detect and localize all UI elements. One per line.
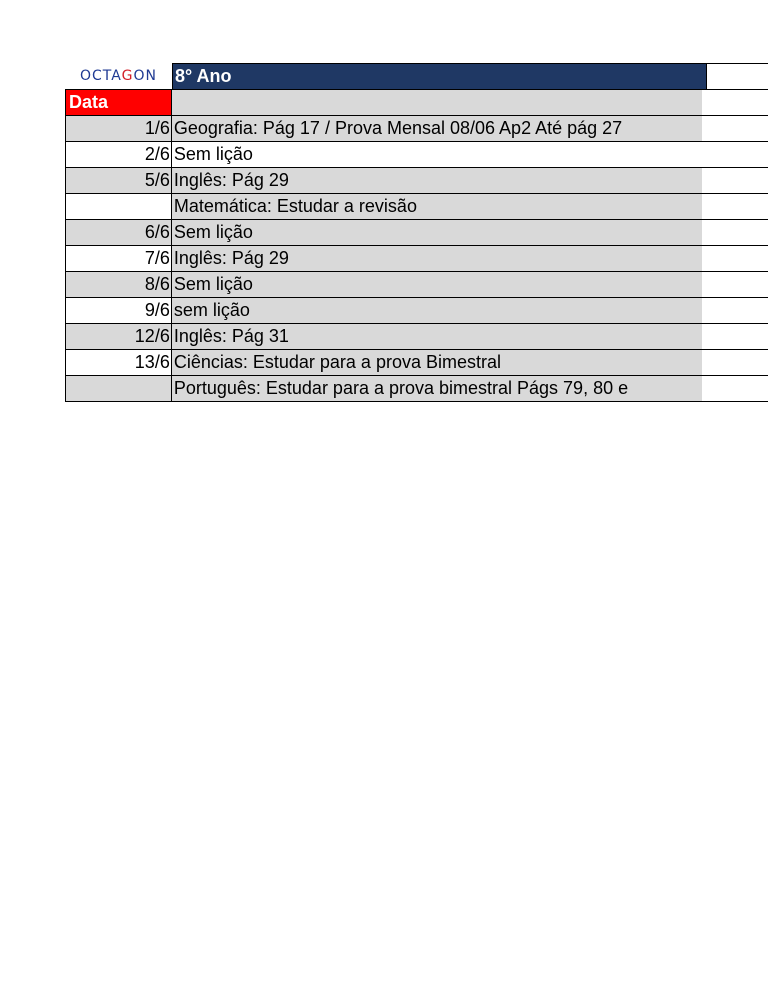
date-column-header: Data — [66, 90, 172, 115]
task-cell: Geografia: Pág 17 / Prova Mensal 08/06 Ap2 Até pág 27 — [172, 116, 702, 141]
task-cell: Sem lição — [172, 272, 702, 297]
task-cell: Inglês: Pág 29 — [172, 246, 702, 271]
table-row — [65, 168, 768, 194]
title-tail-cell — [703, 63, 768, 90]
task-cell: Português: Estudar para a prova bimestral Págs 79, 80 e — [172, 376, 702, 401]
grade-title: 8° Ano — [172, 63, 707, 90]
header-row — [65, 89, 768, 116]
tail-cell — [702, 116, 768, 141]
task-cell: Sem lição — [173, 144, 253, 164]
task-cell: sem lição — [172, 298, 702, 323]
table-row — [65, 116, 768, 142]
table-row — [65, 272, 768, 298]
tail-cell — [702, 246, 768, 271]
tail-cell — [702, 298, 768, 323]
date-cell — [66, 194, 172, 219]
date-cell: 6/6 — [66, 220, 172, 245]
date-cell: 13/6 — [66, 350, 172, 375]
tail-cell — [702, 142, 768, 167]
table-row — [65, 220, 768, 246]
title-row — [65, 63, 768, 89]
date-cell: 9/6 — [66, 298, 172, 323]
octagon-logo-icon: OCTAGON — [80, 68, 157, 84]
date-cell: 12/6 — [66, 324, 172, 349]
task-column-header — [172, 90, 702, 115]
table-row — [65, 298, 768, 324]
tail-cell — [702, 350, 768, 375]
table-row — [65, 376, 768, 402]
tail-cell — [702, 194, 768, 219]
tail-cell — [702, 324, 768, 349]
date-cell — [66, 376, 172, 401]
date-cell: 8/6 — [66, 272, 172, 297]
task-cell: Ciências: Estudar para a prova Bimestral — [172, 350, 702, 375]
table-row — [65, 142, 768, 168]
task-cell: Inglês: Pág 29 — [172, 168, 702, 193]
tail-cell — [702, 90, 768, 115]
date-cell: 1/6 — [66, 116, 172, 141]
tail-cell — [702, 220, 768, 245]
table-row — [65, 350, 768, 376]
task-cell: Sem lição — [172, 220, 702, 245]
tail-cell — [702, 272, 768, 297]
task-cell: Matemática: Estudar a revisão — [172, 194, 702, 219]
date-cell: 5/6 — [66, 168, 172, 193]
tail-cell — [702, 376, 768, 401]
date-cell: 7/6 — [66, 246, 172, 271]
table-row — [65, 194, 768, 220]
table-row — [65, 246, 768, 272]
table-row — [65, 324, 768, 350]
tail-cell — [702, 168, 768, 193]
homework-sheet — [65, 63, 768, 402]
octagon-logo — [65, 63, 172, 89]
task-cell: Inglês: Pág 31 — [172, 324, 702, 349]
date-cell: 2/6 — [66, 142, 172, 167]
